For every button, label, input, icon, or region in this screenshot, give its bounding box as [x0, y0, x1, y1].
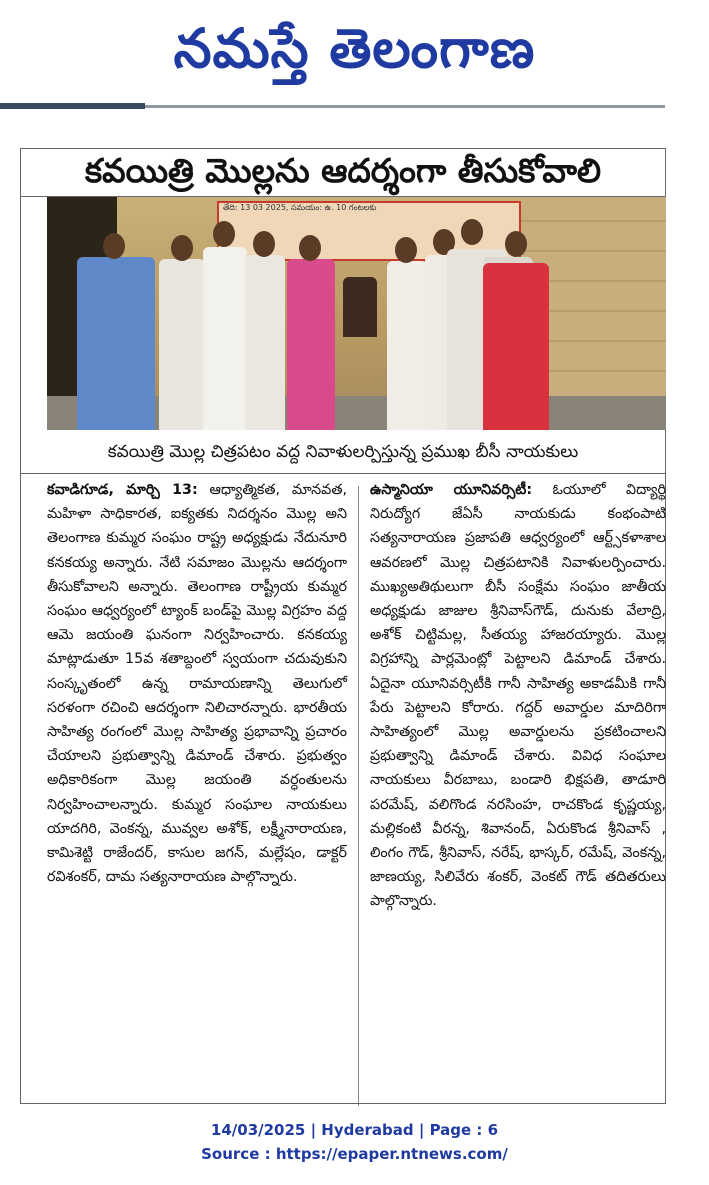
photo-person [387, 261, 427, 430]
footer-source-link[interactable]: Source : https://epaper.ntnews.com/ [201, 1145, 508, 1163]
photo-person [483, 263, 549, 430]
photo-caption: కవయిత్రి మొల్ల చిత్రపటం వద్ద నివాళులర్పిస్తున్న ప్రముఖ బీసీ నాయకులు [107, 442, 579, 462]
article-column-left [47, 478, 347, 889]
footer-date-edition-page: 14/03/2025 | Hyderabad | Page : 6 [210, 1121, 499, 1139]
masthead-rule-light [145, 105, 665, 108]
photo-person-head [505, 231, 527, 257]
photo-person-head [461, 219, 483, 245]
photo-person [203, 247, 247, 430]
photo-person-head [299, 235, 321, 261]
column-divider [358, 486, 359, 1106]
article-frame-left [20, 148, 21, 1103]
photo-person-head [253, 231, 275, 257]
column-right-paragraph [370, 478, 666, 914]
caption-divider [20, 473, 666, 474]
article-frame-top [20, 148, 666, 149]
photo-person [343, 277, 377, 337]
column-left-paragraph [47, 478, 347, 889]
dateline-osmania: ఉస్మానియా యూనివర్సిటీ: [370, 482, 533, 498]
article-column-right [370, 478, 666, 914]
photo-person-head [171, 235, 193, 261]
photo-person-head [213, 221, 235, 247]
photo-person [77, 257, 155, 430]
newspaper-logo: నమస్తే తెలంగాణ [173, 16, 536, 80]
photo-person [159, 259, 205, 430]
photo-person-head [103, 233, 125, 259]
column-left-body: ఆధ్యాత్మికత, మానవత, మహిళా సాధికారత, ఐక్యతకు నిదర్శనం మొల్ల అని తెలంగాణ కుమ్మర సంఘం రాష్ట్ర అధ్యక్షుడు నేదునూరి కనకయ్య అన్నారు. నేటి సమాజం మొల్లను ఆదర్శంగా తీసుకోవాలని అన్నారు. తెలంగాణ రాష్ట్రీయ కుమ్మర సంఘం ఆధ్వర్యంలో ట్యాంక్ బండ్‌పై మొల్ల విగ్రహం వద్ద ఆమె జయంతి ఘనంగా నిర్వహించారు. కనకయ్య మాట్లాడుతూ 15వ శతాబ్దంలో స్వయంగా చదువుకుని సంస్కృతంలో ఉన్న రామాయణాన్ని తెలుగులో సరళంగా రచించి ఆదర్శంగా నిలిచారన్నారు. భారతీయ సాహిత్య రంగంలో మొల్ల సాహిత్య ప్రభావాన్ని ప్రచారం చేయాలని ప్రభుత్వాన్ని డిమాండ్ చేశారు. ప్రభుత్వం అధికారికంగా మొల్ల జయంతి వర్ధంతులను నిర్వహించాలన్నారు. కుమ్మర సంఘాల నాయకులు యాదగిరి, వెంకన్న, మువ్వల అశోక్, లక్ష్మీనారాయణ, కామిశెట్టి రాజేందర్, కాసుల జగన్, మల్లేషం, డాక్టర్ రవిశంకర్, దామ సత్యనారాయణ పాల్గొన్నారు. [47, 482, 347, 886]
dateline-kavadiguda: కవాడిగూడ, మార్చి 13: [47, 482, 198, 498]
article-photo [47, 197, 666, 430]
photo-person [287, 259, 335, 430]
photo-person [245, 255, 285, 430]
photo-banner-text: తేది: 13 03 2025, సమయం: ఉ. 10 గంటలకు [223, 203, 377, 212]
column-right-body: ఓయూలో విద్యార్థి నిరుద్యోగ జేఏసీ నాయకుడు కంభంపాటి సత్యనారాయణ ప్రజాపతి ఆధ్వర్యంలో ఆర్ట్స్‌కళాశాల ఆవరణలో మొల్ల చిత్రపటానికి నివాళులర్పించారు. ముఖ్యఅతిథులుగా బీసీ సంక్షేమ సంఘం జాతీయ అధ్యక్షుడు జాజుల శ్రీనివాస్‌గౌడ్, దునుకు వేలాద్రి, అశోక్ చిట్టిమల్ల, సీతయ్య హాజరయ్యారు. మొల్ల విగ్రహాన్ని పార్లమెంట్లో పెట్టాలని డిమాండ్ చేశారు. ఏదైనా యూనివర్సిటీకి గానీ సాహిత్య అకాడమీకి గానీ పేరు పెట్టాలని కోరారు. గద్దర్ అవార్డుల మాదిరిగా సాహిత్యంలో మొల్ల అవార్డులను ప్రకటించాలని ప్రభుత్వాన్ని డిమాండ్ చేశారు. వివిధ సంఘాల నాయకులు వీరబాబు, బండారి భిక్షపతి, తాడూరి పరమేష్, వలిగొండ నరసింహ, రాచకొండ కృష్ణయ్య, మల్లికంటి వీరన్న, శివానంద్, ఏరుకొండ శ్రీనివాస్ , లింగం గౌడ్, శ్రీనివాస్, నరేష్, భాస్కర్, రమేష్, వెంకన్న, జాణయ్య, సిలివేరు శంకర్, వెంకట్ గౌడ్ తదితరులు పాల్గొన్నారు. [370, 482, 666, 910]
article-frame-bottom [20, 1103, 666, 1104]
masthead [0, 0, 709, 110]
masthead-rule-dark [0, 103, 145, 109]
photo-person-head [395, 237, 417, 263]
article-headline: కవయిత్రి మొల్లను ఆదర్శంగా తీసుకోవాలి [84, 151, 602, 190]
